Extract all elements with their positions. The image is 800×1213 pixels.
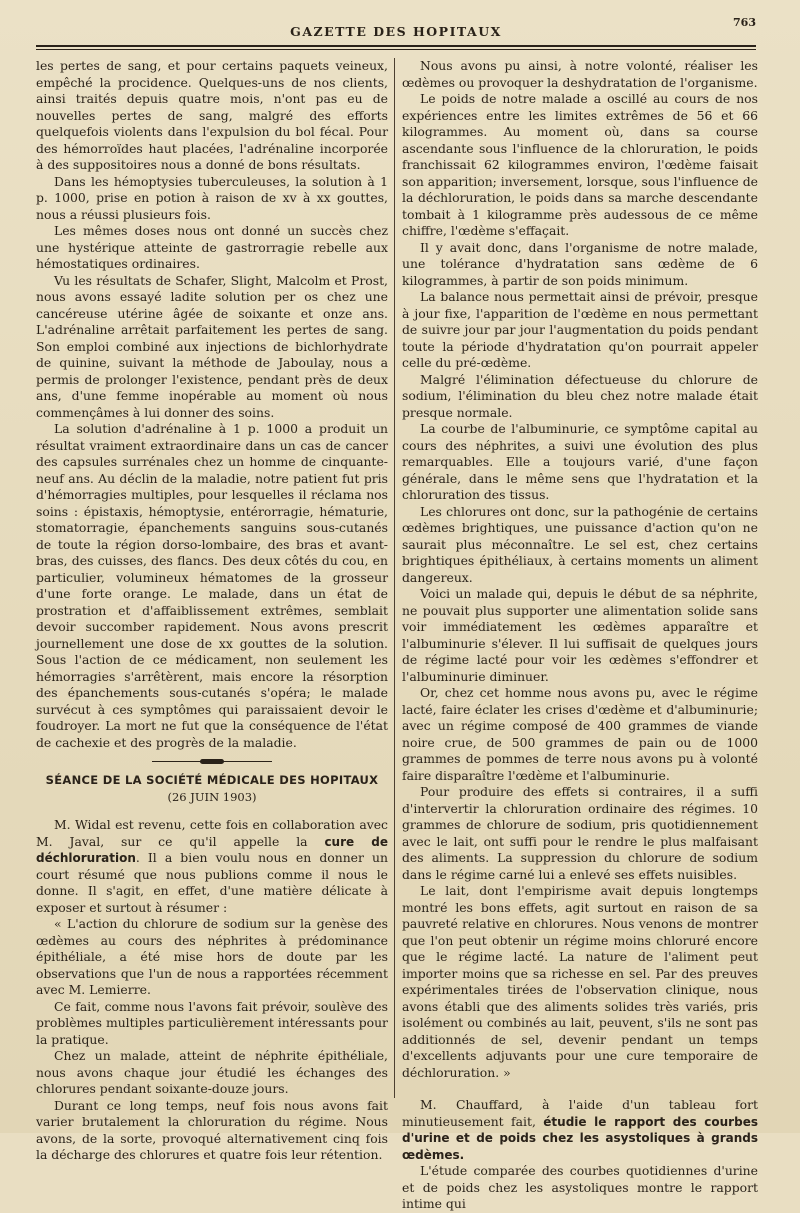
bold-phrase: cure de déchloruration <box>36 834 389 865</box>
column-divider <box>394 58 395 1098</box>
paragraph: La solution d'adrénaline à 1 p. 1000 a produit un résultat vraiment extraordinaire dans un cas de cancer des capsules surrénales chez un homme de cinquante-neuf ans. Au déclin de la maladie, notre patient fut pris d'hémorragies multiples, pour lesquelles il réclama nos soins : épistaxis, hémoptysie, entérorragie, hématurie, stomatorragie, épanchements sanguins sous-cutanés de toute la région dorso-lombaire, des bras et avant-bras, des cuisses, des flancs. Des deux côtés du cou, en particulier, volumineux hématomes de la grosseur d'une forte orange. Le malade, dans un état de prostration et d'affaiblissement extrêmes, semblait devoir succomber rapidement. Nous avons prescrit journellement une dose de xx gouttes de la solution. Sous l'action de ce médicament, non seulement les hémorragies s'arrêtèrent, mais encore la résorption des épanchements sous-cutanés s'opéra; le malade survécut à ces symptômes qui paraissaient devoir le foudroyer. La mort ne fut que la conséquence de l'état de cachexie et des progrès de la maladie. <box>36 421 388 750</box>
left-column <box>36 58 388 1164</box>
section-separator <box>152 761 272 762</box>
journal-title: GAZETTE DES HOPITAUX <box>290 24 502 39</box>
section-title: SÉANCE DE LA SOCIÉTÉ MÉDICALE DES HOPITAUX <box>45 773 379 787</box>
page-number: 763 <box>733 16 756 29</box>
bold-phrase: étudie le rapport des courbes d'urine et de poids chez les asystoliques à grands œdèmes. <box>402 1114 758 1162</box>
paragraph: Le lait, dont l'empirisme avait depuis longtemps montré les bons effets, agit surtout en raison de sa pauvreté relative en chlorures. Nous venons de montrer que l'on peut obtenir un régime moins chloruré encore que le régime lacté. La nature de l'aliment peut importer moins que sa richesse en sel. Par des preuves expérimentales tirées de l'observation clinique, nous avons établi que des aliments solides très variés, pris isolément ou combinés au lait, peuvent, s'ils ne sont pas additionnés de sel, devenir pendant un temps d'excellents adjuvants pour une cure temporaire de déchloruration. » <box>402 883 758 1080</box>
text-run: M. Widal est revenu, cette fois en collaboration avec M. Javal, sur ce qu'il appelle la <box>36 817 388 849</box>
paragraph: Les mêmes doses nous ont donné un succès chez une hystérique atteinte de gastrorragie rebelle aux hémostatiques ordinaires. <box>36 223 388 271</box>
paragraph: Dans les hémoptysies tuberculeuses, la solution à 1 p. 1000, prise en potion à raison de xv à xx gouttes, nous a réussi plusieurs fois. <box>36 173 388 222</box>
paragraph: Ce fait, comme nous l'avons fait prévoir, soulève des problèmes multiples particulièrement intéressants pour la pratique. <box>36 998 388 1047</box>
right-column <box>402 58 758 1213</box>
paragraph: L'étude comparée des courbes quotidiennes d'urine et de poids chez les asystoliques montre le rapport intime qui <box>402 1163 758 1211</box>
text-run: M. Chauffard, à l'aide d'un tableau fort minutieusement fait, <box>402 1097 758 1129</box>
paragraph: Malgré l'élimination défectueuse du chlorure de sodium, l'élimination du bleu chez notre malade était presque normale. <box>402 371 758 420</box>
paragraph: La courbe de l'albuminurie, ce symptôme capital au cours des néphrites, a suivi une évolution des plus remarquables. Elle a toujours varié, d'une façon générale, dans le même sens que l'hydratation et la chloruration des tissus. <box>402 421 758 502</box>
page-header <box>36 14 756 44</box>
text-run: . Il a bien voulu nous en donner un court résumé que nous publions comme il nous le donne. Il s'agit, en effet, d'une matière délicate à exposer et surtout à résumer : <box>36 850 388 915</box>
paragraph: Durant ce long temps, neuf fois nous avons fait varier brutalement la chloruration du régime. Nous avons, de la sorte, provoqué alternativement cinq fois la décharge des chlorures et quatre fois leur rétention. <box>36 1097 388 1162</box>
paragraph: Voici un malade qui, depuis le début de sa néphrite, ne pouvait plus supporter une alimentation solide sans voir immédiatement les œdèmes apparaître et l'albuminurie s'élever. Il lui suffisait de quelques jours de régime lacté pour voir les œdèmes s'effondrer et l'albuminurie diminuer. <box>402 586 758 684</box>
paragraph: La balance nous permettait ainsi de prévoir, presque à jour fixe, l'apparition de l'œdème en nous permettant de suivre jour par jour l'augmentation du poids pendant toute la période d'hydratation qu'on pourrait appeler celle du pré-œdème. <box>402 289 758 370</box>
paragraph: Les chlorures ont donc, sur la pathogénie de certains œdèmes brightiques, une puissance d'action qu'on ne saurait plus méconnaître. Le sel est, chez certains brightiques épithéliaux, à certains moments un aliment dangereux. <box>402 503 758 585</box>
paragraph: Or, chez cet homme nous avons pu, avec le régime lacté, faire éclater les crises d'œdème et d'albuminurie; avec un régime composé de 400 grammes de viande noire crue, de 500 grammes de pain ou de 1000 grammes de pommes de terre nous avons pu à volonté faire disparaître l'œdème et l'albuminurie. <box>402 685 758 783</box>
section-date: (26 JUIN 1903) <box>167 789 257 804</box>
header-rule-thin <box>36 49 756 50</box>
header-rule <box>36 45 756 47</box>
paragraph: les pertes de sang, et pour certains paquets veineux, empêché la procidence. Quelques-uns de nos clients, ainsi traités depuis quatre mois, n'ont pas eu de nouvelles pertes de sang, malgré des efforts quelquefois violents dans l'expulsion du bol fécal. Pour des hémorroïdes haut placées, l'adrénaline incorporée à des suppositoires nous a donné de bons résultats. <box>36 58 388 172</box>
paragraph: Nous avons pu ainsi, à notre volonté, réaliser les œdèmes ou provoquer la deshydratation de l'organisme. <box>402 58 758 90</box>
paragraph: Pour produire des effets si contraires, il a suffi d'intervertir la chloruration ordinaire des régimes. 10 grammes de chlorure de sodium, pris quotidiennement avec le lait, ont suffi pour le rendre le plus malfaisant des aliments. La suppression du chlorure de sodium dans le régime carné lui a enlevé ses effets nuisibles. <box>402 784 758 882</box>
paragraph <box>402 1097 758 1163</box>
paragraph <box>36 817 388 916</box>
paragraph: « L'action du chlorure de sodium sur la genèse des œdèmes au cours des néphrites à prédominance épithéliale, a été mise hors de doute par les observations que l'un de nous a rapportées récemment avec M. Lemierre. <box>36 916 388 997</box>
paragraph: Il y avait donc, dans l'organisme de notre malade, une tolérance d'hydratation sans œdème de 6 kilogrammes, à partir de son poids minimum. <box>402 239 758 288</box>
paragraph: Le poids de notre malade a oscillé au cours de nos expériences entre les limites extrêmes de 56 et 66 kilogrammes. Au moment où, dans sa course ascendante sous l'influence de la chloruration, le poids franchissait 62 kilogrammes environ, l'œdème faisait son apparition; inversement, lorsque, sous l'influence de la déchloruration, le poids dans sa marche descendante tombait à 1 kilogramme près audessous de ce même chiffre, l'œdème s'effaçait. <box>402 91 758 238</box>
paragraph: Chez un malade, atteint de néphrite épithéliale, nous avons chaque jour étudié les échanges des chlorures pendant soixante-douze jours. <box>36 1048 388 1096</box>
paragraph: Vu les résultats de Schafer, Slight, Malcolm et Prost, nous avons essayé ladite solution per os chez une cancéreuse utérine âgée de soixante et onze ans. L'adrénaline arrêtait parfaitement les pertes de sang. Son emploi combiné aux injections de bichlorhydrate de quinine, suivant la méthode de Jaboulay, nous a permis de prolonger l'existence, pendant près de deux ans, d'une femme inopérable au moment où nous commençâmes à lui donner des soins. <box>36 272 388 420</box>
